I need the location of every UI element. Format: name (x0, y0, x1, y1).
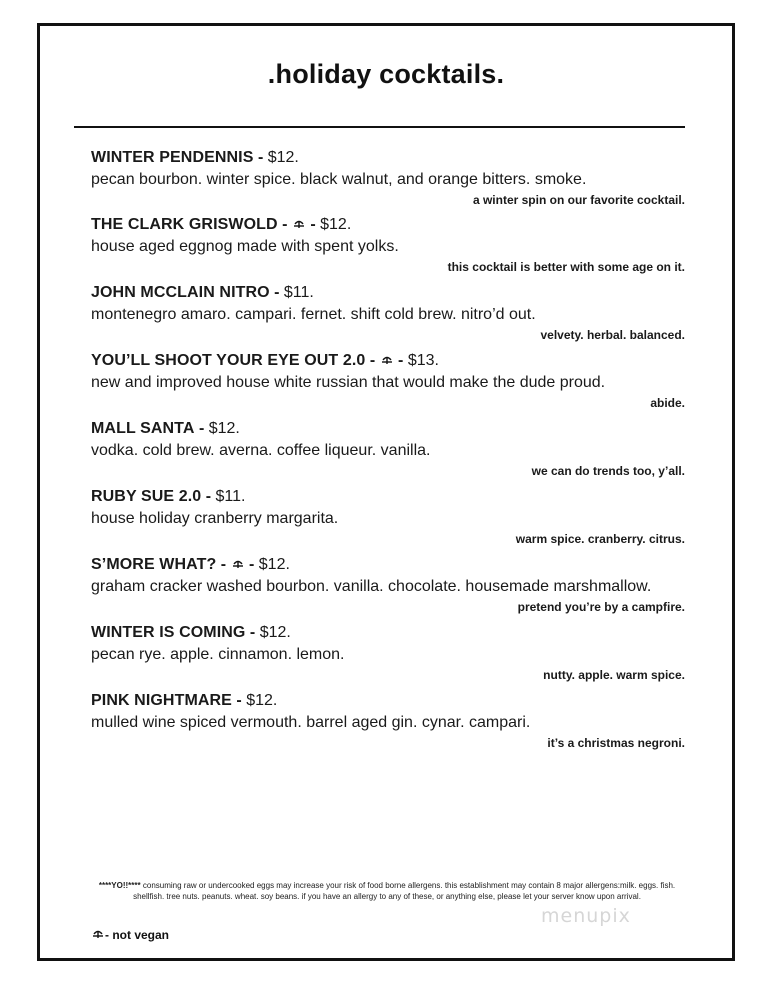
item-name: S’MORE WHAT? (91, 556, 217, 573)
item-name: WINTER IS COMING (91, 624, 246, 641)
item-separator: - (277, 216, 292, 233)
item-price: $12. (259, 624, 291, 641)
disclaimer-text: consuming raw or undercooked eggs may increase your risk of food borne allergens. this establishment may contain 8 major allergens:milk. eggs. fish. shellfish. tree nuts. peanuts. wheat. soy beans. if you have an allergy to any of these, or anything else, please let your server know upon arrival. (133, 881, 676, 901)
item-name: YOU’LL SHOOT YOUR EYE OUT 2.0 (91, 352, 366, 369)
vegan-legend (91, 928, 169, 942)
item-description: pecan rye. apple. cinnamon. lemon. (91, 646, 345, 663)
item-separator: - (244, 556, 259, 573)
item-name: THE CLARK GRISWOLD (91, 216, 278, 233)
item-separator: - (305, 216, 321, 233)
watermark-text: menupix (541, 905, 631, 927)
item-price: $11. (215, 488, 246, 505)
item-note: pretend you’re by a campfire. (517, 600, 685, 614)
page-title: .holiday cocktails. (267, 59, 505, 89)
item-header (91, 146, 685, 169)
menu-item (91, 553, 685, 616)
title-divider (74, 126, 685, 128)
item-separator: - (245, 624, 260, 641)
cocktail-list (91, 146, 685, 757)
item-note: we can do trends too, y’all. (531, 464, 685, 478)
item-note: velvety. herbal. balanced. (540, 328, 685, 342)
menu-item (91, 349, 685, 412)
item-price: $12. (258, 556, 290, 573)
item-description: graham cracker washed bourbon. vanilla. chocolate. housemade marshmallow. (91, 578, 652, 595)
item-separator: - (253, 149, 268, 166)
item-header (91, 213, 685, 236)
item-price: $12. (320, 216, 352, 233)
item-name: MALL SANTA (91, 420, 195, 437)
allergen-disclaimer (92, 880, 682, 902)
item-header (91, 281, 685, 304)
not-vegan-icon (232, 558, 244, 570)
disclaimer-prefix: ****YO!!**** (98, 881, 141, 890)
item-header (91, 553, 685, 576)
menu-item (91, 689, 685, 752)
item-name: PINK NIGHTMARE (91, 692, 232, 709)
item-separator: - (201, 488, 216, 505)
item-note: warm spice. cranberry. citrus. (515, 532, 685, 546)
item-description: house aged eggnog made with spent yolks. (91, 238, 399, 255)
item-price: $11. (283, 284, 314, 301)
item-description: montenegro amaro. campari. fernet. shift cold brew. nitro’d out. (91, 306, 536, 323)
item-separator: - (365, 352, 380, 369)
item-header (91, 621, 685, 644)
item-separator: - (216, 556, 231, 573)
item-note: this cocktail is better with some age on it. (447, 260, 685, 274)
item-note: nutty. apple. warm spice. (543, 668, 685, 682)
item-header (91, 417, 685, 440)
item-description: pecan bourbon. winter spice. black walnut, and orange bitters. smoke. (91, 171, 587, 188)
menu-item (91, 485, 685, 548)
item-separator: - (269, 284, 284, 301)
item-name: JOHN MCCLAIN NITRO (91, 284, 270, 301)
item-note: it’s a christmas negroni. (547, 736, 685, 750)
item-separator: - (231, 692, 247, 709)
not-vegan-icon (293, 218, 305, 230)
item-note: a winter spin on our favorite cocktail. (472, 193, 685, 207)
item-name: WINTER PENDENNIS (91, 149, 254, 166)
item-description: vodka. cold brew. averna. coffee liqueur. vanilla. (91, 442, 431, 459)
menu-item (91, 213, 685, 276)
item-description: house holiday cranberry margarita. (91, 510, 339, 527)
item-separator: - (194, 420, 209, 437)
item-note: abide. (650, 396, 685, 410)
menu-item (91, 417, 685, 480)
not-vegan-icon (92, 928, 104, 940)
legend-label: - not vegan (105, 928, 170, 942)
item-header (91, 689, 685, 712)
item-description: new and improved house white russian that would make the dude proud. (91, 374, 606, 391)
item-price: $12. (246, 692, 278, 709)
item-price: $12. (267, 149, 299, 166)
item-header (91, 485, 685, 508)
item-price: $13. (407, 352, 439, 369)
item-description: mulled wine spiced vermouth. barrel aged gin. cynar. campari. (91, 714, 531, 731)
menu-item (91, 281, 685, 344)
menu-item (91, 621, 685, 684)
item-separator: - (393, 352, 408, 369)
item-price: $12. (208, 420, 240, 437)
item-header (91, 349, 685, 372)
not-vegan-icon (381, 354, 393, 366)
item-name: RUBY SUE 2.0 (91, 488, 202, 505)
menu-item (91, 146, 685, 209)
